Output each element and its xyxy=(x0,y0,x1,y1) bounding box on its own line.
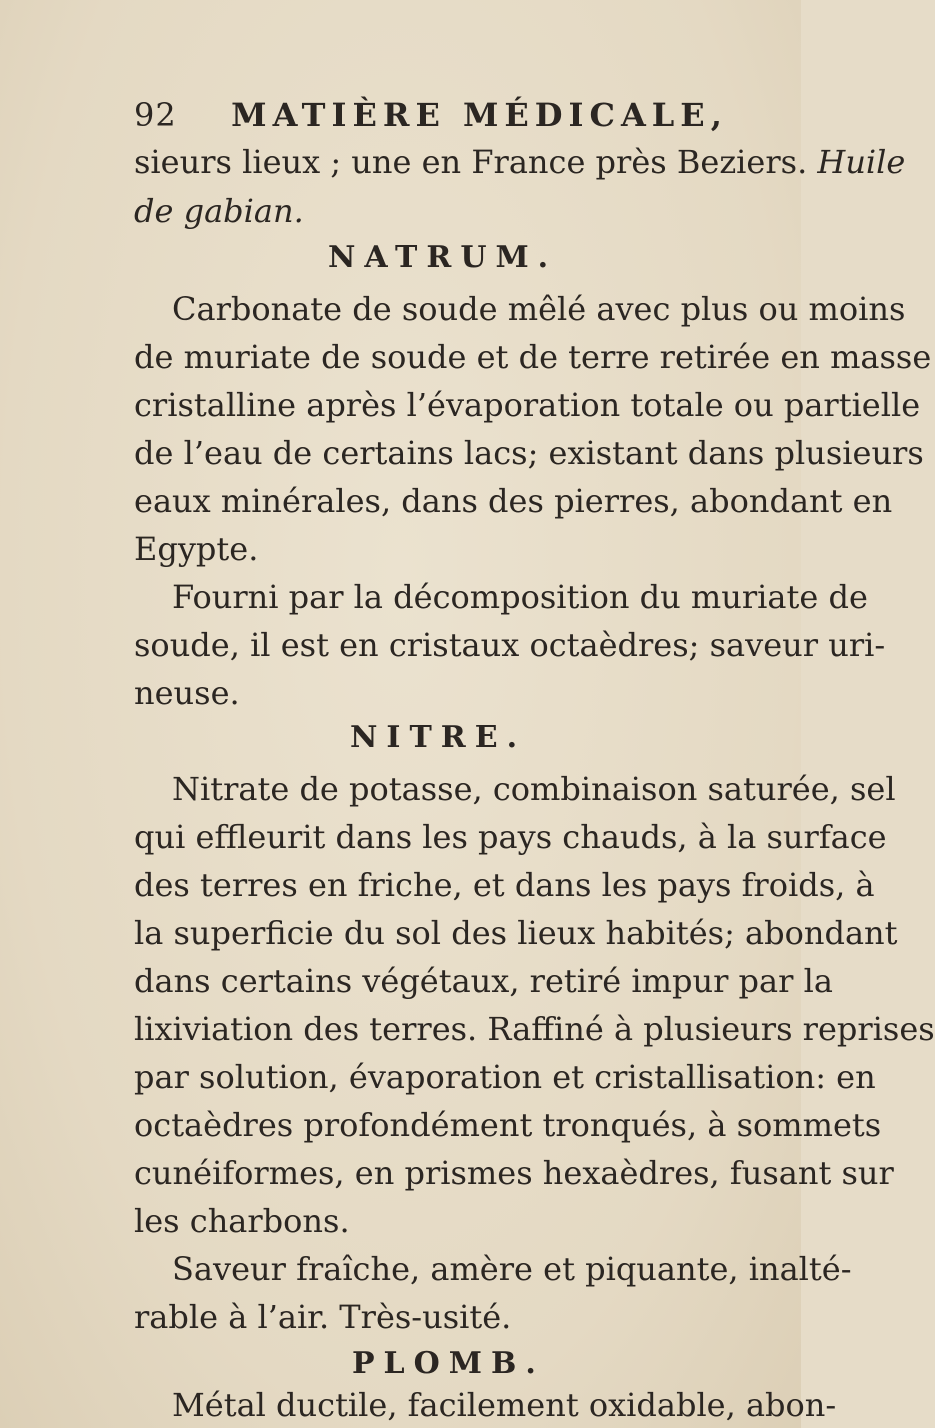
natrum-line-6: Fourni par la décomposition du muriate de xyxy=(172,578,868,616)
natrum-line-1: de muriate de soude et de terre retirée en masse xyxy=(134,338,932,376)
nitre-line-0: Nitrate de potasse, combinaison saturée, sel xyxy=(172,770,896,808)
natrum-line-2: cristalline après l’évaporation totale ou partielle xyxy=(134,386,921,424)
nitre-line-5: lixiviation des terres. Raffiné à plusieurs reprises xyxy=(134,1010,935,1048)
nitre-line-4: dans certains végétaux, retiré impur par la xyxy=(134,962,833,1000)
natrum-line-0: Carbonate de soude mêlé avec plus ou moins xyxy=(172,290,906,328)
nitre-line-9: les charbons. xyxy=(134,1202,350,1240)
nitre-line-6: par solution, évaporation et cristallisation: en xyxy=(134,1058,876,1096)
natrum-line-3: de l’eau de certains lacs; existant dans plusieurs xyxy=(134,434,924,472)
running-title: MATIÈRE MÉDICALE, xyxy=(231,96,728,134)
natrum-line-8: neuse. xyxy=(134,674,240,712)
natrum-line-4: eaux minérales, dans des pierres, abondant en xyxy=(134,482,893,520)
intro-italic-word: Huile xyxy=(817,143,906,181)
section-title-natrum: NATRUM. xyxy=(328,240,558,275)
section-title-plomb: PLOMB. xyxy=(352,1346,545,1381)
page-number: 92 xyxy=(134,96,177,134)
plomb-line-0: Métal ductile, facilement oxidable, abon- xyxy=(172,1386,837,1424)
nitre-line-2: des terres en friche, et dans les pays froids, à xyxy=(134,866,875,904)
page-header xyxy=(134,96,728,134)
intro-line-2: de gabian. xyxy=(134,192,304,230)
section-title-nitre: NITRE. xyxy=(350,720,527,755)
natrum-line-5: Egypte. xyxy=(134,530,259,568)
nitre-line-10b: Saveur fraîche, amère et piquante, inalté- xyxy=(172,1250,852,1288)
natrum-line-7: soude, il est en cristaux octaèdres; saveur uri- xyxy=(134,626,886,664)
nitre-line-11b: rable à l’air. Très-usité. xyxy=(134,1298,512,1336)
intro-line-1: sieurs lieux ; une en France près Beziers. Huile xyxy=(134,143,906,181)
nitre-line-1: qui effleurit dans les pays chauds, à la surface xyxy=(134,818,887,856)
nitre-line-8: cunéiformes, en prismes hexaèdres, fusant sur xyxy=(134,1154,894,1192)
nitre-line-7: octaèdres profondément tronqués, à sommets xyxy=(134,1106,882,1144)
nitre-line-3: la superficie du sol des lieux habités; abondant xyxy=(134,914,898,952)
